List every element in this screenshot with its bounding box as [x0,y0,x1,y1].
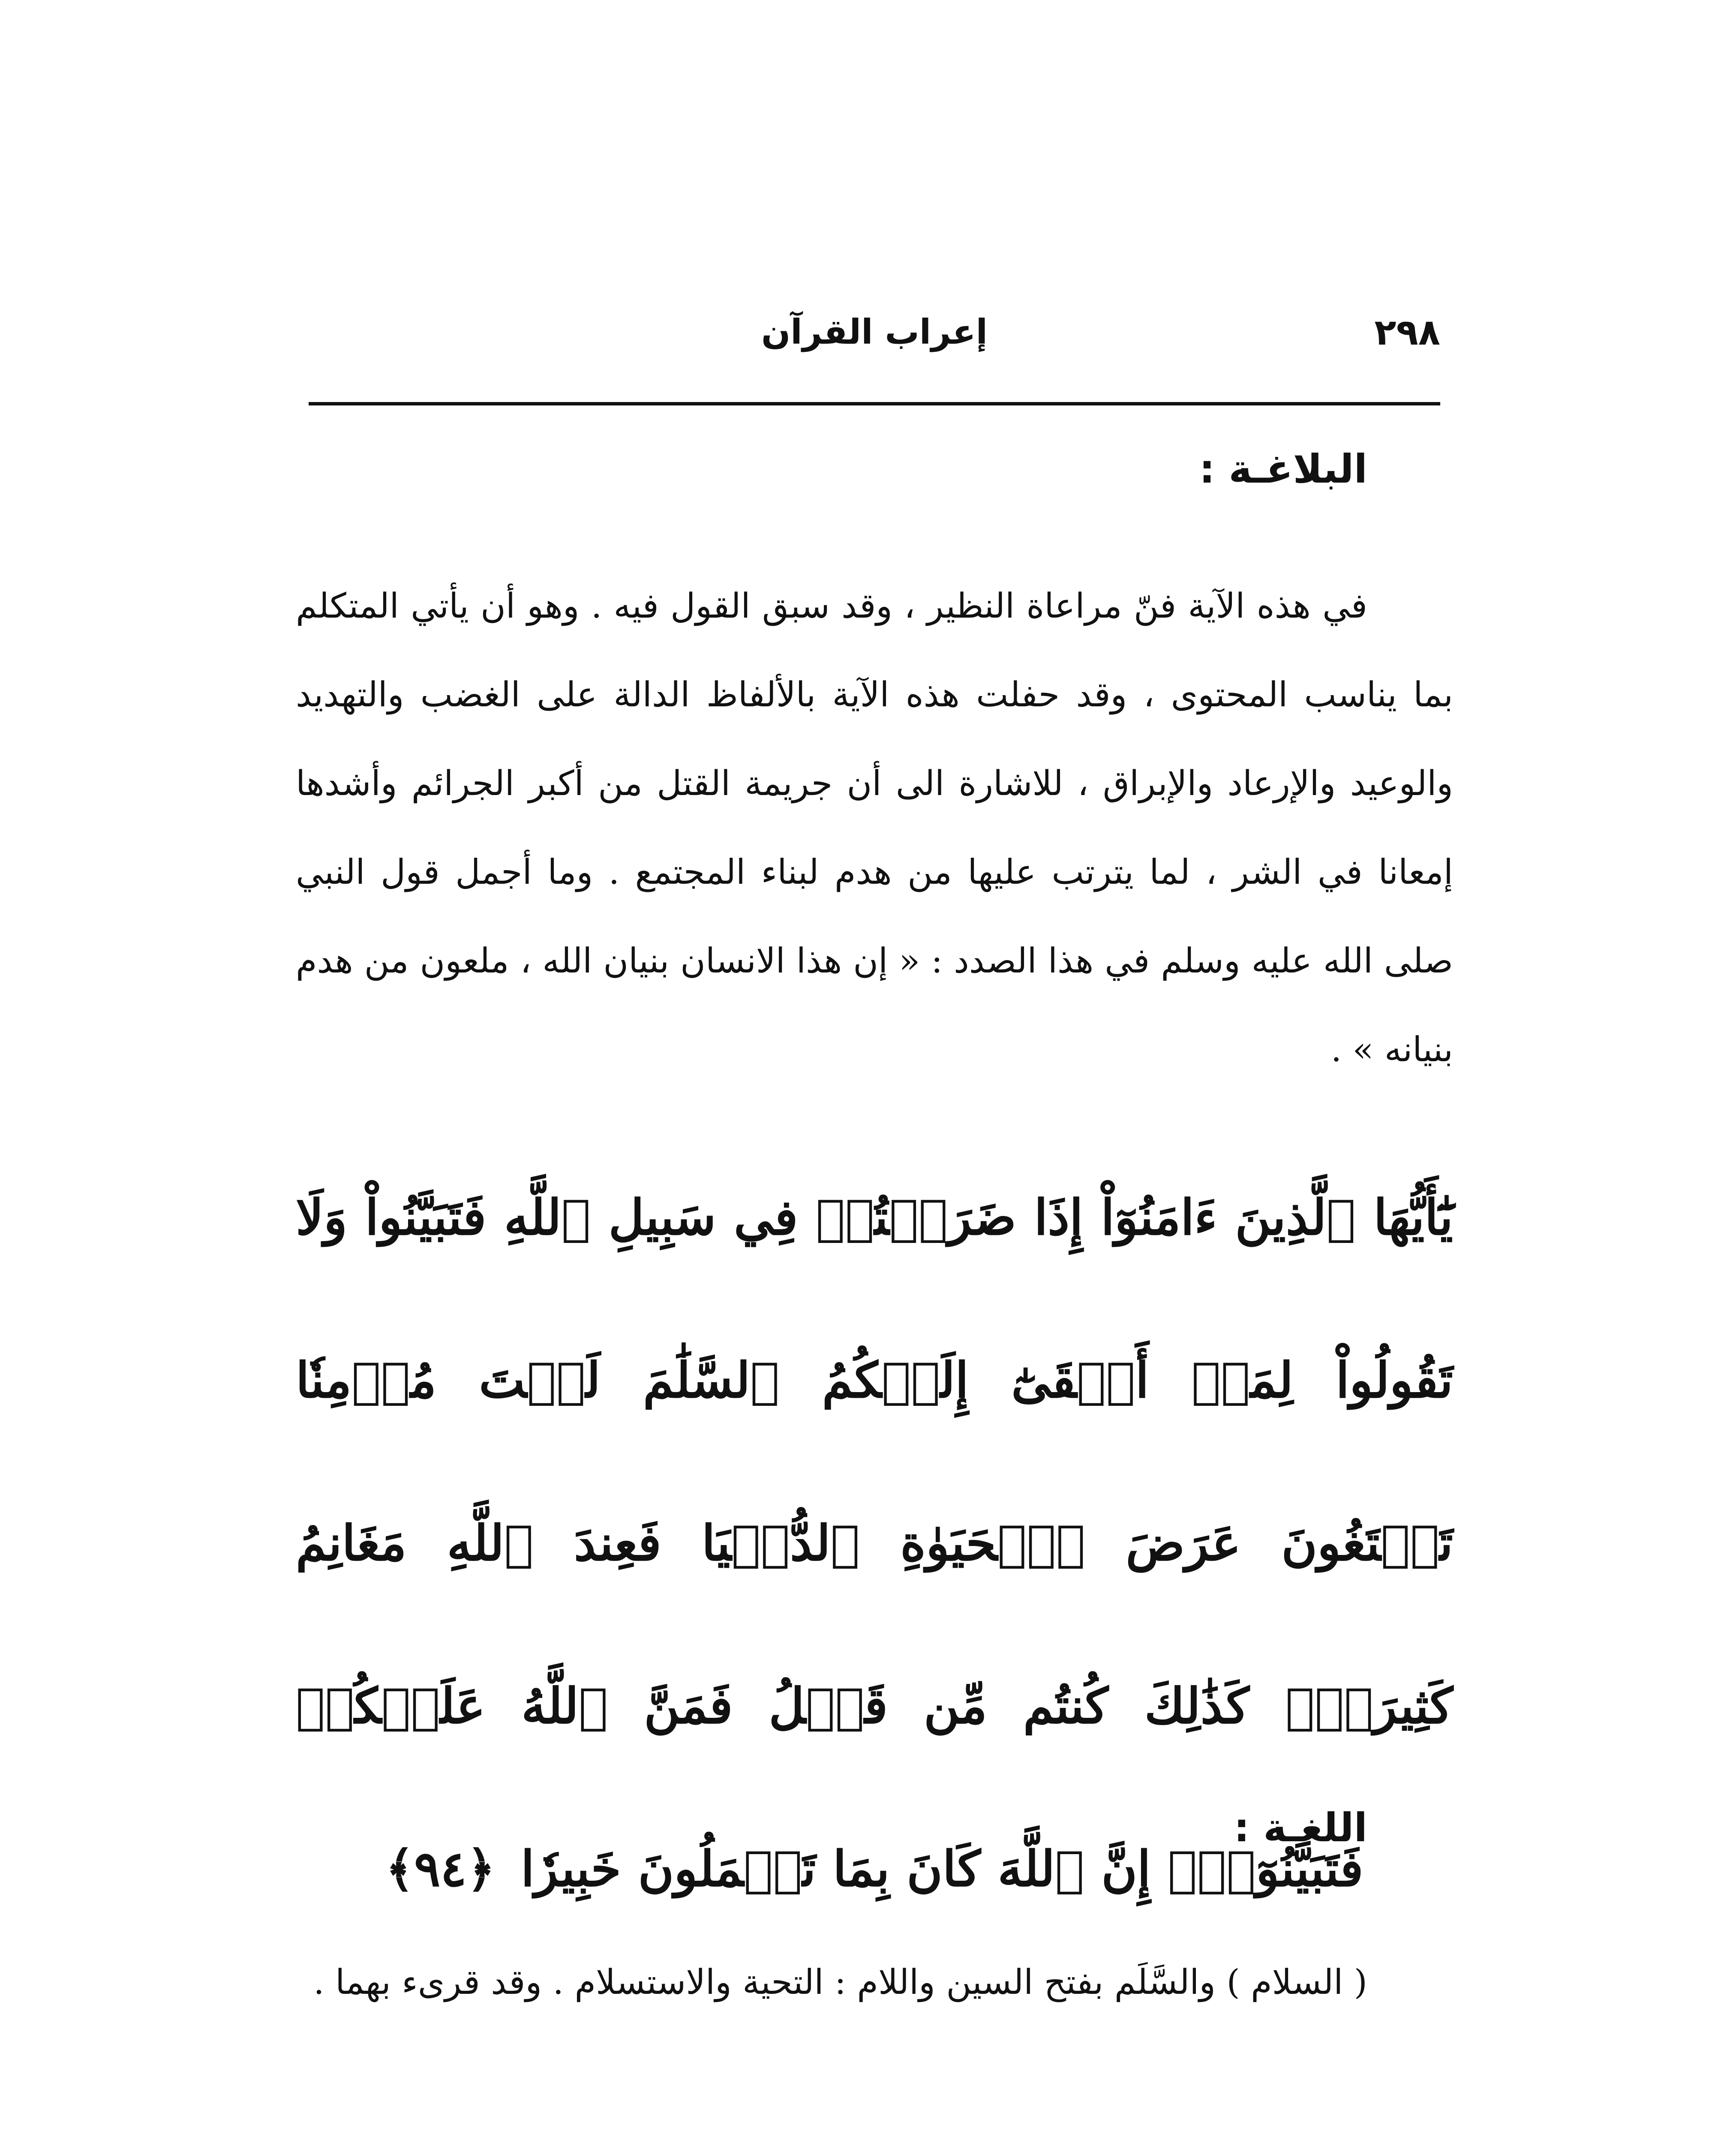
ayah-number-mark: ﴿٩٤﴾ [385,1840,496,1897]
verse-text: يَٰٓأَيُّهَا ٱلَّذِينَ ءَامَنُوٓاْ إِذَا ضَرَبۡتُمۡ فِي سَبِيلِ ٱللَّهِ فَتَبَيَّنُواْ وَلَا تَقُولُواْ لِمَنۡ أَلۡقَىٰٓ إِلَيۡكُمُ ٱلسَّلَٰمَ لَسۡتَ مُؤۡمِنٗا تَبۡتَغُونَ عَرَضَ ٱلۡحَيَوٰةِ ٱلدُّنۡيَا فَعِندَ ٱللَّهِ مَغَانِمُ كَثِيرَةٞۚ كَذَٰلِكَ كُنتُم مِّن قَبۡلُ فَمَنَّ ٱللَّهُ عَلَيۡكُمۡ فَتَبَيَّنُوٓاْۚ إِنَّ ٱللَّهَ كَانَ بِمَا تَعۡمَلُونَ خَبِيرٗا [296,1189,1453,1897]
page-header [309,300,1440,373]
lugha-entry-salam: ( السلام ) والسَّلَم بفتح السين واللام : التحية والاستسلام . وقد قرىء بهما . [313,1962,1367,2002]
header-divider [309,402,1440,405]
page-number: ٢٩٨ [1374,311,1440,353]
section-heading-lugha: اللغـة : [1234,1805,1367,1851]
balagha-paragraph: في هذه الآية فنّ مراعاة النظير ، وقد سبق القول فيه . وهو أن يأتي المتكلم بما يناسب المحتوى ، وقد حفلت هذه الآية بالألفاظ الدالة على الغضب والتهديد والوعيد والإرعاد والإبراق ، للاشارة الى أن جريمة القتل من أكبر الجرائم وأشدها إمعانا في الشر ، لما يترتب عليها من هدم لبناء المجتمع . وما أجمل قول النبي صلى الله عليه وسلم في هذا الصدد : « إن هذا الانسان بنيان الله ، ملعون من هدم بنيانه » . [296,586,1454,1069]
section-heading-balagha: البلاغـة : [1199,446,1367,492]
running-title: إعراب القرآن [761,312,988,352]
